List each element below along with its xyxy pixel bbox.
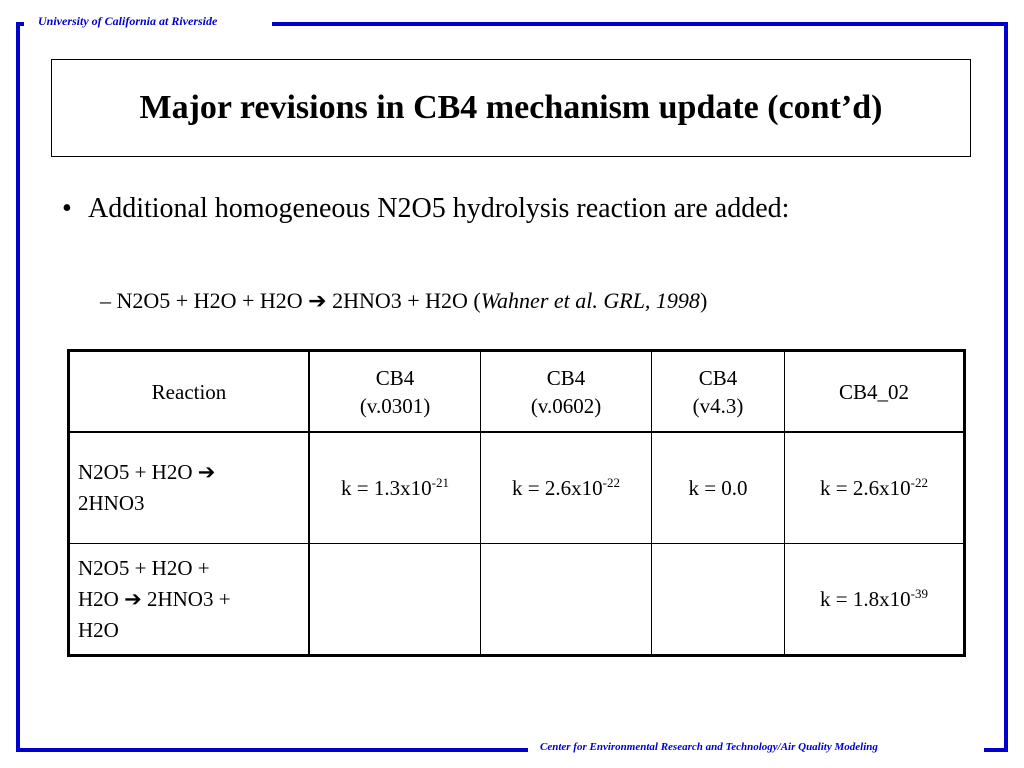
reaction-cell	[69, 544, 310, 656]
arrow-icon: ➔	[197, 460, 216, 484]
rate-cb4-v0301	[309, 544, 481, 656]
rate-exponent: -22	[602, 474, 620, 490]
reaction-products: 2HNO3	[78, 491, 145, 515]
citation: Wahner et al. GRL, 1998	[480, 288, 700, 313]
rate-cb4-02	[785, 544, 965, 656]
frame-left	[16, 22, 20, 752]
slide-title: Major revisions in CB4 mechanism update (cont’d)	[139, 89, 883, 126]
table-row	[69, 544, 965, 656]
sub-bullet-dash: –	[100, 288, 111, 313]
header-cb4-02: CB4_02	[785, 351, 965, 433]
header-cb4-v0602-line1: CB4	[546, 365, 586, 390]
institution-header: University of California at Riverside	[38, 14, 218, 28]
reaction-reactants: N2O5 + H2O +	[78, 555, 210, 580]
header-cb4-v0602-line2: (v.0602)	[530, 393, 602, 418]
footer-center-name: Center for Environmental Research and Technology/Air Quality Modeling	[540, 741, 878, 753]
reaction-cell	[69, 432, 310, 544]
arrow-icon: ➔	[124, 586, 142, 611]
header-cb4-v0301	[309, 351, 481, 433]
citation-close: )	[699, 288, 708, 313]
rate-cb4-v0301	[309, 432, 481, 544]
rate-cb4-02	[785, 432, 965, 544]
frame-bottom-left	[16, 748, 528, 752]
table-header-row	[69, 351, 965, 433]
header-cb4-v43	[652, 351, 785, 433]
frame-top-right	[272, 22, 1008, 26]
rate-cb4-v0602	[481, 432, 652, 544]
header-cb4-v0602	[481, 351, 652, 433]
table-row	[69, 432, 965, 544]
reaction-products: 2HNO3 +	[146, 586, 231, 611]
bullet-item	[62, 190, 862, 227]
reaction-products-cont: H2O	[78, 617, 119, 642]
rate-cb4-v43	[652, 544, 785, 656]
header-cb4-v43-line2: (v4.3)	[692, 393, 744, 418]
sub-bullet-item	[100, 287, 960, 315]
header-cb4-v0301-line2: (v.0301)	[359, 393, 431, 418]
rate-base: k = 2.6x10	[820, 475, 911, 500]
header-cb4-v0301-line1: CB4	[375, 365, 415, 390]
frame-right	[1004, 22, 1008, 752]
rate-base: k = 1.3x10	[341, 475, 432, 500]
rate-exponent: -39	[910, 585, 928, 601]
sub-reaction-products: 2HNO3 + H2O (	[332, 288, 481, 313]
bullet-text: Additional homogeneous N2O5 hydrolysis reaction are added:	[88, 193, 790, 224]
header-cb4-v43-line1: CB4	[698, 365, 738, 390]
reaction-reactants: N2O5 + H2O	[78, 460, 193, 484]
title-box	[51, 59, 971, 157]
frame-bottom-right	[984, 748, 1008, 752]
rate-base: k = 2.6x10	[512, 475, 603, 500]
rate-exponent: -21	[431, 474, 449, 490]
bullet-dot: •	[62, 193, 72, 224]
rate-cb4-v0602	[481, 544, 652, 656]
rate-base: k = 0.0	[688, 475, 748, 500]
sub-reaction-reactants: N2O5 + H2O + H2O	[116, 288, 303, 313]
reaction-reactants-cont: H2O	[78, 586, 119, 611]
rate-constant-table	[67, 349, 966, 657]
arrow-icon: ➔	[308, 288, 327, 313]
rate-base: k = 1.8x10	[820, 586, 911, 611]
rate-exponent: -22	[910, 474, 928, 490]
header-reaction: Reaction	[69, 351, 310, 433]
rate-cb4-v43	[652, 432, 785, 544]
